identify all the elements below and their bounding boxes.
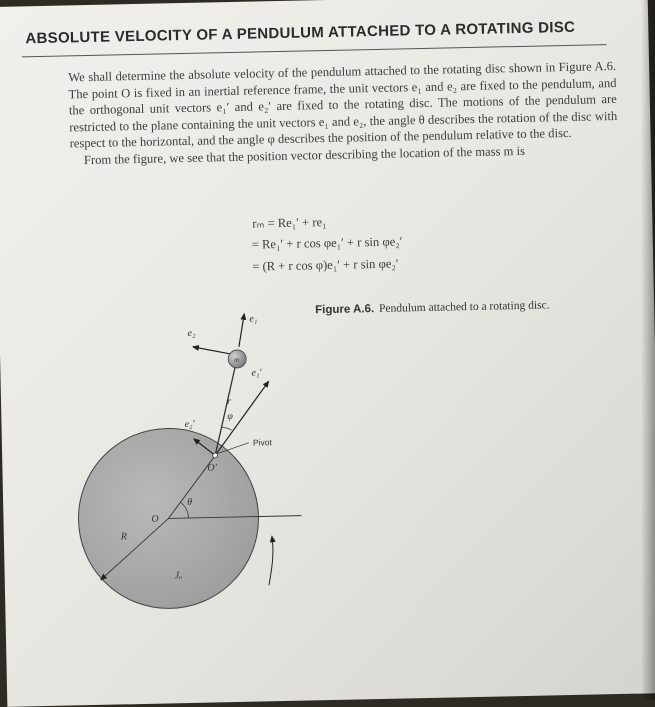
label-phi: φ (227, 411, 234, 423)
e2-arrow (193, 346, 231, 355)
page-edge-shadow (641, 0, 655, 700)
rotation-arrow (268, 536, 274, 585)
paragraph-2: From the figure, we see that the position vector describing the location of the mass m is (83, 143, 526, 168)
figure-label: Figure A.6. (315, 303, 375, 317)
label-o-prime: O′ (207, 462, 217, 474)
label-theta: θ (187, 496, 193, 509)
equation-line-1: rₘ = Re₁′ + re₁ (252, 215, 327, 231)
pivot-point (213, 453, 218, 458)
label-o: O (151, 513, 159, 525)
label-e2: e₂ (187, 327, 196, 339)
paragraph-1: We shall determine the absolute velocity of the pendulum attached to the rotating disc shown in Figure A.6. The point O is fixed in an inertial reference frame, the unit vectors e₁ and e₂ are fixed to the pendulum, and the orthogonal unit vectors e₁′ and e₂′ are fixed to the rotating disc. The motions of the pendulum are restricted to the plane containing the unit vectors e₁ and e₂, the angle θ describes the rotation of the disc with respect to the horizontal, and the angle φ describes the position of the pendulum relative to the disc. (68, 58, 618, 151)
phi-arc (222, 427, 232, 430)
label-jo: Jₒ (174, 570, 183, 582)
equation-line-3: = (R + r cos φ)e₁′ + r sin φe₂′ (252, 256, 399, 274)
label-R: R (120, 531, 128, 543)
e1-arrow (238, 314, 245, 347)
figure-caption-text: Pendulum attached to a rotating disc. (378, 299, 550, 315)
label-r: r (226, 396, 232, 408)
section-heading: ABSOLUTE VELOCITY OF A PENDULUM ATTACHED TO A ROTATING DISC (25, 18, 576, 48)
label-e1: e₁ (249, 313, 258, 325)
equation-line-2: = Re₁′ + r cos φe₁′ + r sin φe₂′ (251, 234, 403, 252)
label-pivot: Pivot (252, 437, 272, 448)
label-m: m (234, 355, 240, 365)
label-e2-prime: e₂′ (184, 418, 195, 431)
label-e1-prime: e₁′ (251, 367, 262, 379)
